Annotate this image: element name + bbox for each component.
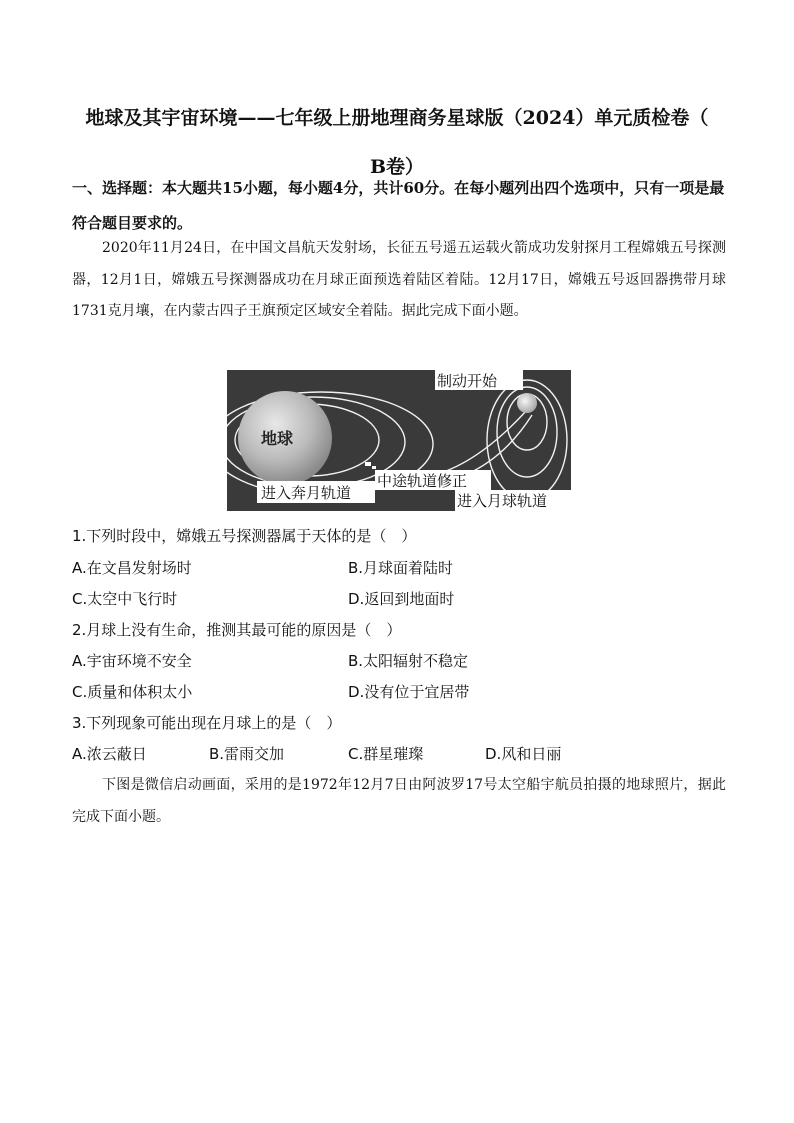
- earth-label: 地球: [261, 429, 294, 448]
- q3-option-b[interactable]: B.雷雨交加: [209, 745, 285, 763]
- q2-option-c[interactable]: C.质量和体积太小: [72, 683, 193, 701]
- q3-option-d[interactable]: D.风和日丽: [485, 745, 562, 763]
- q2-option-a[interactable]: A.宇宙环境不安全: [72, 652, 192, 670]
- passage-wechat-earth: 下图是微信启动画面，采用的是1972年12月7日由阿波罗17号太空船宇航员拍摄的地球照片，据此完成下面小题。: [72, 777, 726, 825]
- moon-icon: [517, 393, 537, 413]
- q1-option-b[interactable]: B.月球面着陆时: [348, 559, 454, 577]
- q1-option-d[interactable]: D.返回到地面时: [348, 590, 455, 608]
- q3-option-c[interactable]: C.群星璀璨: [348, 745, 424, 763]
- title-line-1: 地球及其宇宙环境——七年级上册地理商务星球版（2024）单元质检卷（: [85, 107, 709, 129]
- passage-chang-e-5: 2020年11月24日，在中国文昌航天发射场，长征五号遥五运载火箭成功发射探月工程嫦娥五号探测器，12月1日，嫦娥五号探测器成功在月球正面预选着陆区着陆。12月17日，嫦娥五号返回器携带月球1731克月壤，在内蒙古四子王旗预定区域安全着陆。据此完成下面小题。: [72, 240, 726, 319]
- q1-option-c[interactable]: C.太空中飞行时: [72, 590, 178, 608]
- question-1: 1.下列时段中，嫦娥五号探测器属于天体的是（ ）: [72, 527, 417, 545]
- question-2: 2.月球上没有生命，推测其最可能的原因是（ ）: [72, 621, 402, 639]
- q2-option-d[interactable]: D.没有位于宜居带: [348, 683, 470, 701]
- transfer-label: 进入奔月轨道: [261, 484, 352, 502]
- midcourse-label: 中途轨道修正: [377, 472, 468, 490]
- section-heading: 一、选择题：本大题共15小题，每小题4分，共计60分。在每小题列出四个选项中，只有一项是最符合题目要求的。: [72, 179, 725, 232]
- title-line-2: B卷）: [369, 156, 425, 178]
- q2-option-b[interactable]: B.太阳辐射不稳定: [348, 652, 469, 670]
- q1-option-a[interactable]: A.在文昌发射场时: [72, 559, 192, 577]
- q3-option-a[interactable]: A.浓云蔽日: [72, 745, 147, 763]
- brake-label: 制动开始: [437, 372, 498, 390]
- question-3: 3.下列现象可能出现在月球上的是（ ）: [72, 714, 342, 732]
- orbit-figure: [227, 370, 571, 511]
- lunar-orbit-label: 进入月球轨道: [457, 492, 548, 510]
- orbit-diagram: [227, 370, 571, 511]
